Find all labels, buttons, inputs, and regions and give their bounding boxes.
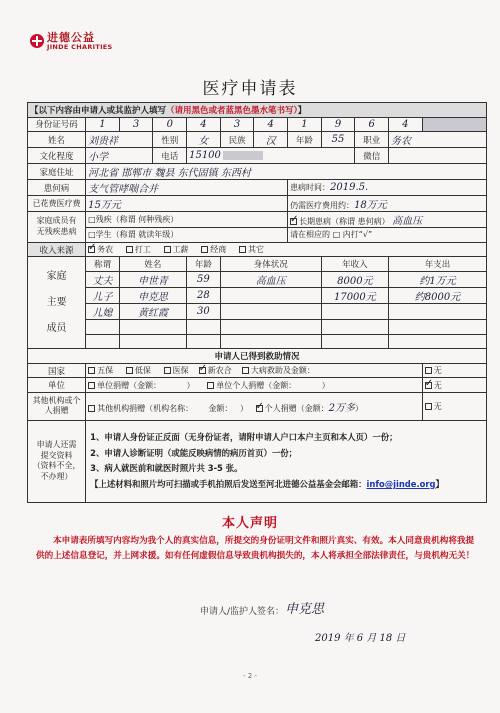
id-digit: 3	[220, 117, 254, 132]
redacted-phone	[223, 151, 263, 160]
family-row-empty	[28, 334, 487, 349]
phone-value: 15100	[187, 148, 355, 164]
age-label: 年龄	[288, 132, 322, 148]
family-label: 家庭 主要 成员	[28, 257, 86, 349]
job-value: 务农	[389, 132, 487, 148]
page-number: - 2 -	[243, 672, 257, 680]
docs-item: 1、申请人身份证正反面（无身份证者，请附申请人户口本户主页和本人页）一份；	[90, 432, 398, 443]
family-age: 30	[187, 303, 221, 319]
family-row-empty	[28, 319, 487, 334]
family-expense: 约8000元	[389, 287, 487, 303]
docs-label: 申请人还需 提交资料 （资料不全， 不办理）	[28, 420, 86, 502]
id-label: 身份证号码	[28, 117, 86, 132]
check-hint: 请在相应的 □ 内打“√”	[288, 228, 487, 243]
ethnic-value: 汉	[254, 132, 288, 148]
members-row-1	[28, 212, 487, 228]
family-expense: 约1万元	[389, 271, 487, 287]
income-option: 工薪	[172, 245, 189, 255]
checkbox-checked-icon[interactable]	[88, 246, 95, 253]
sex-value: 女	[187, 132, 221, 148]
id-digit: 6	[355, 117, 389, 132]
aid-other-label: 其他机构或个 人捐赠	[28, 392, 86, 420]
wechat-label: 微信	[355, 148, 389, 164]
disease-row	[28, 180, 487, 196]
id-digit: 9	[321, 117, 355, 132]
phone-label: 电话	[153, 148, 187, 164]
id-digit: 1	[86, 117, 120, 132]
checkbox-icon[interactable]	[239, 246, 246, 253]
family-age: 59	[187, 271, 221, 287]
checkbox-checked-icon[interactable]	[290, 218, 297, 225]
email-link[interactable]: info@jinde.org	[366, 478, 436, 489]
family-name: 申克思	[119, 287, 186, 303]
cost-row	[28, 196, 487, 212]
name-value: 刘贵祥	[86, 132, 153, 148]
ethnic-label: 民族	[220, 132, 254, 148]
aid-other-row	[28, 392, 487, 420]
spent-value: 15万元	[86, 196, 288, 212]
id-digit: 0	[153, 117, 187, 132]
docs-item: 2、申请人诊断证明（或能反映病情的病历首页）一份；	[90, 447, 297, 458]
income-option: 打工	[134, 245, 151, 255]
chronic-option[interactable]: ✓ 长期患病（称谓 患何病） 高血压	[288, 212, 487, 228]
family-col-health: 身体状况	[220, 257, 321, 272]
family-col-name: 姓名	[119, 257, 186, 272]
family-health	[220, 287, 321, 303]
members-row-2	[28, 228, 487, 243]
docs-row	[28, 420, 487, 502]
disease-label: 患何病	[28, 180, 86, 196]
family-health: 高血压	[220, 271, 321, 287]
disabled-option[interactable]: □残疾（称谓 何种残疾）	[86, 212, 288, 228]
income-label: 收入来源	[28, 242, 86, 257]
name-row	[28, 132, 487, 148]
aid-unit-none[interactable]: ✓ 无	[422, 378, 486, 393]
aid-unit-label: 单位	[28, 378, 86, 393]
checkbox-icon[interactable]	[126, 246, 133, 253]
family-relation: 儿媳	[86, 303, 120, 319]
signature-value: 申克思	[285, 602, 325, 617]
spent-label: 已花费医疗费	[28, 196, 86, 212]
id-digit: 4	[389, 117, 423, 132]
checkbox-icon[interactable]	[201, 246, 208, 253]
family-header-row	[28, 257, 487, 272]
family-income	[321, 303, 388, 319]
wechat-value	[389, 148, 487, 164]
form-title: 医疗申请表	[202, 79, 298, 99]
checkbox-icon[interactable]	[425, 403, 432, 410]
family-col-age: 年龄	[187, 257, 221, 272]
checkbox-icon[interactable]	[126, 367, 133, 374]
aid-unit-options: 单位捐赠（金额： ） 单位个人捐赠（金额： ）	[86, 378, 423, 393]
checkbox-checked-icon[interactable]	[425, 382, 432, 389]
checkbox-checked-icon[interactable]	[199, 367, 206, 374]
checkbox-checked-icon[interactable]	[256, 405, 263, 412]
address-label: 家庭住址	[28, 164, 86, 180]
aid-country-row	[28, 363, 487, 378]
disease-time: 患病时间：2019.5.	[288, 180, 487, 196]
id-digit: 1	[288, 117, 322, 132]
address-value: 河北省 邯郸市 魏县 东代固镇 东西村	[86, 164, 487, 180]
members-label: 家庭成员有 无残疾患病	[28, 212, 86, 243]
edu-label: 文化程度	[28, 148, 86, 164]
logo-cn: 进德公益	[47, 31, 95, 44]
checkbox-icon[interactable]	[88, 367, 95, 374]
family-relation: 儿子	[86, 287, 120, 303]
checkbox-icon[interactable]	[242, 367, 249, 374]
redacted-id-digits	[422, 117, 486, 132]
id-row	[28, 117, 487, 132]
id-digit: 4	[187, 117, 221, 132]
sign-date: 2019 年 6 月 18 日	[315, 633, 406, 644]
aid-country-options: 五保 低保 医保 ✓ 新农合 大病救助及金额：	[86, 363, 423, 378]
checkbox-icon[interactable]	[207, 382, 214, 389]
edu-row	[28, 148, 487, 164]
aid-country-none[interactable]: 无	[422, 363, 486, 378]
family-row	[28, 303, 487, 319]
aid-other-options: 其他机构捐赠（机构名称： 金额： ） ✓ 个人捐赠（金额：2万多）	[86, 392, 423, 420]
docs-footer: 【上述材料和照片均可扫描或手机拍照后发送至河北进德公益基金会邮箱：info@jinde.org】	[90, 478, 444, 489]
declaration-body: 本申请表所填写内容均为我个人的真实信息，所提交的身份证明文件和照片真实、有效。本人同意贵机构将我提供的上述信息登记，并上网求援。如有任何虚假信息导致贵机构损失的，本人将承担全部法律责任，与贵机构无关！	[36, 536, 475, 562]
declaration-title: 本人声明	[221, 516, 278, 531]
aid-country-label: 国家	[28, 363, 86, 378]
family-row	[28, 287, 487, 303]
aid-title: 申请人已得到救助情况	[28, 349, 487, 364]
income-row	[28, 242, 487, 257]
header-note: 【以下内容由申请人或其监护人填写（请用黑色或者蓝黑色墨水笔书写）】	[28, 103, 487, 118]
family-relation: 丈夫	[86, 271, 120, 287]
checkbox-icon[interactable]	[164, 246, 171, 253]
logo-en: JINDE CHARITIES	[47, 42, 113, 51]
docs-item: 3、病人就医前和就医时照片共 3-5 张。	[90, 463, 243, 474]
edu-value: 小学	[86, 148, 153, 164]
family-expense	[389, 303, 487, 319]
checkbox-icon[interactable]	[88, 382, 95, 389]
docs-list	[86, 420, 487, 502]
disease-value: 支气管哮喘合并	[86, 180, 288, 196]
income-option: 其它	[248, 245, 264, 255]
family-age: 28	[187, 287, 221, 303]
family-col-expense: 年支出	[389, 257, 487, 272]
name-label: 姓名	[28, 132, 86, 148]
family-name: 申世青	[119, 271, 186, 287]
sex-label: 性别	[153, 132, 187, 148]
id-digit: 3	[119, 117, 153, 132]
cross-logo-icon	[30, 34, 44, 48]
application-form	[27, 102, 487, 503]
family-income: 17000元	[321, 287, 388, 303]
age-value: 55	[321, 132, 355, 148]
family-income: 8000元	[321, 271, 388, 287]
student-option[interactable]: □学生（称谓 就读年级）	[86, 228, 288, 243]
checkbox-icon[interactable]	[425, 367, 432, 374]
need-cost: 仍需医疗费用约：18万元	[288, 196, 487, 212]
income-options	[86, 242, 487, 257]
aid-unit-row	[28, 378, 487, 393]
jinde-logo	[30, 32, 113, 50]
family-row	[28, 271, 487, 287]
signature-label: 申请人/监护人签名：	[200, 607, 285, 617]
id-digit: 4	[254, 117, 288, 132]
address-row	[28, 164, 487, 180]
family-name: 黄红霞	[119, 303, 186, 319]
family-col-relation: 称谓	[86, 257, 120, 272]
income-option: 务农	[97, 245, 114, 255]
checkbox-icon[interactable]	[88, 405, 95, 412]
aid-other-none[interactable]: 无	[422, 392, 486, 420]
checkbox-icon[interactable]	[164, 367, 171, 374]
job-label: 职业	[355, 132, 389, 148]
family-health	[220, 303, 321, 319]
family-col-income: 年收入	[321, 257, 388, 272]
income-option: 经商	[210, 245, 227, 255]
